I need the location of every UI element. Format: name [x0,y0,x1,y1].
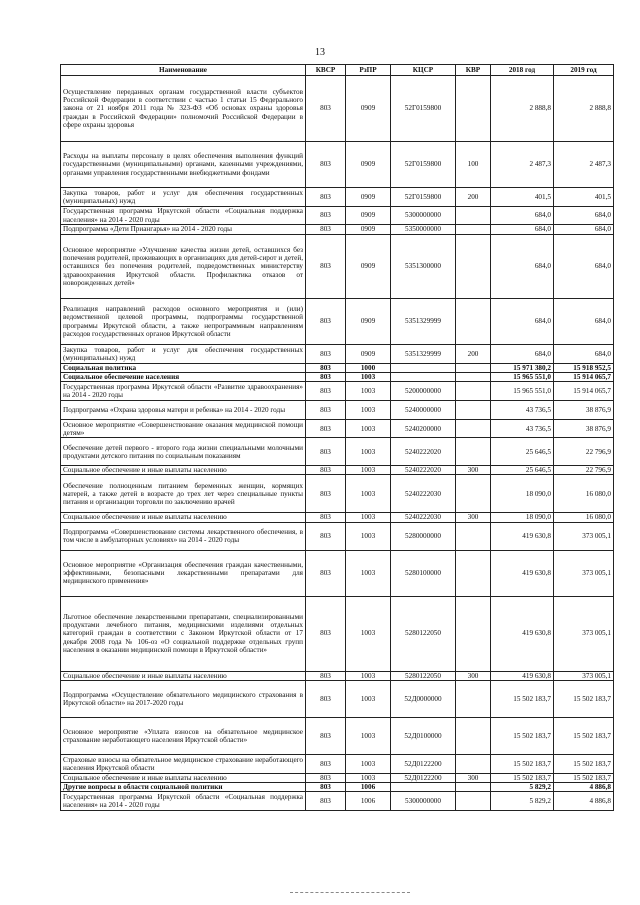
table-row [61,680,614,717]
cell-kcsr: 5300000000 [391,207,456,225]
cell-kvr: 100 [456,142,491,188]
cell-2019: 684,0 [554,207,614,225]
cell-rzpr: 0909 [346,299,391,345]
cell-kvr [456,475,491,513]
cell-name: Закупка товаров, работ и услуг для обеспечения государственных (муниципальных) нужд [61,188,306,207]
table-row [61,773,614,782]
table-row [61,596,614,671]
cell-kvsr: 803 [306,754,346,773]
table-row [61,475,614,513]
cell-kcsr: 5240000000 [391,401,456,420]
cell-2019: 373 005,1 [554,596,614,671]
cell-2019: 15 502 183,7 [554,773,614,782]
cell-kcsr: 5240200000 [391,420,456,438]
cell-2019: 15 502 183,7 [554,754,614,773]
cell-kcsr [391,782,456,791]
cell-2018: 419 630,8 [491,550,554,596]
cell-rzpr: 1003 [346,550,391,596]
cell-kcsr: 52Д0122200 [391,754,456,773]
cell-2019: 684,0 [554,345,614,364]
header-name: Наименование [61,65,306,76]
cell-kcsr: 5240222030 [391,475,456,513]
cell-kvsr: 803 [306,791,346,810]
cell-name: Основное мероприятие «Улучшение качества жизни детей, оставшихся без попечения родителей, проживающих в организациях для детей-сирот и детей, оставшихся без попечения родителей, подведомственных министерству здравоохранения Иркутской области. Профилактика отказов от новорожденных детей» [61,235,306,299]
cell-kvr [456,225,491,235]
cell-kvr: 300 [456,513,491,522]
cell-kvr [456,754,491,773]
cell-kvsr: 803 [306,373,346,382]
cell-kvsr: 803 [306,382,346,401]
cell-2018: 2 888,8 [491,76,554,142]
cell-kcsr: 5351300000 [391,235,456,299]
cell-rzpr: 0909 [346,207,391,225]
cell-kcsr: 5351329999 [391,299,456,345]
cell-rzpr: 1003 [346,717,391,754]
table-row [61,142,614,188]
cell-name: Государственная программа Иркутской области «Развитие здравоохранения» на 2014 - 2020 годы [61,382,306,401]
cell-rzpr: 1003 [346,382,391,401]
cell-name: Социальное обеспечение и иные выплаты населению [61,513,306,522]
cell-kcsr: 52Г0159800 [391,142,456,188]
table-body [61,76,614,811]
cell-rzpr: 1003 [346,466,391,475]
cell-rzpr: 0909 [346,188,391,207]
cell-name: Социальное обеспечение и иные выплаты населению [61,671,306,680]
header-kvsr: КВСР [306,65,346,76]
table-row [61,791,614,810]
cell-rzpr: 0909 [346,345,391,364]
cell-kvsr: 803 [306,188,346,207]
table-row [61,382,614,401]
cell-kvsr: 803 [306,345,346,364]
cell-2018: 43 736,5 [491,401,554,420]
cell-2019: 15 918 952,5 [554,364,614,373]
cell-rzpr: 1003 [346,513,391,522]
cell-rzpr: 1003 [346,522,391,550]
cell-kvr [456,76,491,142]
cell-kcsr [391,373,456,382]
cell-rzpr: 1003 [346,596,391,671]
cell-kvsr: 803 [306,466,346,475]
cell-kvsr: 803 [306,717,346,754]
cell-rzpr: 1003 [346,773,391,782]
cell-2019: 22 796,9 [554,466,614,475]
cell-kcsr [391,364,456,373]
cell-name: Льготное обеспечение лекарственными препаратами, специализированными продуктами лечебного питания, медицинскими изделиями отдельных категорий граждан в соответствии с Законом Иркутской области от 17 декабря 2008 года № 106-оз «О социальной поддержке отдельных групп населения в оказании медицинской помощи в Иркутской области» [61,596,306,671]
cell-rzpr: 1003 [346,420,391,438]
cell-2018: 684,0 [491,235,554,299]
cell-2019: 2 888,8 [554,76,614,142]
cell-kvr: 300 [456,671,491,680]
cell-2018: 684,0 [491,207,554,225]
cell-kcsr: 52Г0159800 [391,188,456,207]
cell-kvsr: 803 [306,299,346,345]
cell-kcsr: 5240222020 [391,466,456,475]
cell-rzpr: 0909 [346,235,391,299]
table-row [61,420,614,438]
cell-kvr [456,382,491,401]
table-row [61,401,614,420]
cell-kcsr: 5280122050 [391,671,456,680]
cell-2018: 25 646,5 [491,466,554,475]
cell-2018: 15 971 380,2 [491,364,554,373]
cell-2018: 43 736,5 [491,420,554,438]
cell-kvsr: 803 [306,420,346,438]
table-row [61,225,614,235]
cell-kvsr: 803 [306,513,346,522]
cell-2019: 16 080,0 [554,475,614,513]
cell-2018: 15 965 551,0 [491,382,554,401]
cell-2019: 38 876,9 [554,401,614,420]
cell-rzpr: 0909 [346,142,391,188]
table-row [61,188,614,207]
cell-kvr: 200 [456,188,491,207]
cell-kvsr: 803 [306,142,346,188]
cell-rzpr: 1003 [346,438,391,466]
table-row [61,550,614,596]
cell-kvr [456,596,491,671]
cell-name: Основное мероприятие «Организация обеспечения граждан качественными, эффективными, безопасными лекарственными препаратами для медицинского применения» [61,550,306,596]
cell-2018: 419 630,8 [491,522,554,550]
cell-2019: 684,0 [554,299,614,345]
header-rzpr: РзПР [346,65,391,76]
table-row [61,373,614,382]
cell-2019: 2 487,3 [554,142,614,188]
cell-name: Другие вопросы в области социальной политики [61,782,306,791]
cell-2018: 419 630,8 [491,596,554,671]
cell-kvr [456,782,491,791]
cell-kvsr: 803 [306,550,346,596]
table-row [61,438,614,466]
cell-2019: 15 914 065,7 [554,373,614,382]
cell-rzpr: 1003 [346,401,391,420]
cell-name: Социальная политика [61,364,306,373]
cell-2019: 38 876,9 [554,420,614,438]
table-row [61,235,614,299]
header-2018: 2018 год [491,65,554,76]
cell-kcsr: 52Д0000000 [391,680,456,717]
cell-2018: 5 829,2 [491,791,554,810]
cell-2019: 401,5 [554,188,614,207]
cell-name: Подпрограмма «Совершенствование системы лекарственного обеспечения, в том числе в амбулаторных условиях» на 2014 - 2020 годы [61,522,306,550]
cell-name: Государственная программа Иркутской области «Социальная поддержка населения» на 2014 - 2020 годы [61,207,306,225]
cell-2018: 25 646,5 [491,438,554,466]
cell-kcsr: 52Д0100000 [391,717,456,754]
cell-2019: 373 005,1 [554,550,614,596]
cell-kvsr: 803 [306,207,346,225]
cell-rzpr: 1003 [346,754,391,773]
cell-2018: 2 487,3 [491,142,554,188]
cell-2018: 15 965 551,0 [491,373,554,382]
cell-kvsr: 803 [306,475,346,513]
cell-kcsr: 5200000000 [391,382,456,401]
cell-kvr [456,438,491,466]
table-header-row [61,65,614,76]
table-row [61,299,614,345]
cell-2019: 15 502 183,7 [554,717,614,754]
cell-name: Осуществление переданных органам государственной власти субъектов Российской Федерации в соответствии с частью 1 статьи 15 Федерального закона от 21 ноября 2011 года № 323-ФЗ «Об основах охраны здоровья граждан в Российской Федерации» полномочий Российской Федерации в сфере охраны здоровья [61,76,306,142]
cell-kvsr: 803 [306,671,346,680]
cell-2019: 373 005,1 [554,522,614,550]
cell-2018: 684,0 [491,345,554,364]
cell-2019: 373 005,1 [554,671,614,680]
cell-name: Социальное обеспечение населения [61,373,306,382]
cell-kvsr: 803 [306,225,346,235]
cell-kvr [456,299,491,345]
cell-2018: 15 502 183,7 [491,773,554,782]
table-row [61,466,614,475]
cell-kvr [456,522,491,550]
cell-rzpr: 1000 [346,364,391,373]
cell-kvr [456,364,491,373]
cell-kvr [456,550,491,596]
table-row [61,671,614,680]
cell-2018: 401,5 [491,188,554,207]
cell-kvr [456,680,491,717]
cell-name: Подпрограмма «Осуществление обязательного медицинского страхования в Иркутской области» на 2017-2020 годы [61,680,306,717]
cell-kvr: 300 [456,466,491,475]
cell-kvsr: 803 [306,596,346,671]
cell-kcsr: 52Д0122200 [391,773,456,782]
cell-kvr [456,207,491,225]
cell-kcsr: 5350000000 [391,225,456,235]
table-row [61,364,614,373]
table-row [61,207,614,225]
cell-name: Закупка товаров, работ и услуг для обеспечения государственных (муниципальных) нужд [61,345,306,364]
cell-2019: 22 796,9 [554,438,614,466]
cell-kcsr: 5240222030 [391,513,456,522]
table-row [61,717,614,754]
cell-name: Реализация направлений расходов основного мероприятия и (или) ведомственной целевой программы, подпрограммы государственной программы Иркутской области, а также непрограммным направлениям расходов государственных органов Иркутской области [61,299,306,345]
cell-2018: 684,0 [491,299,554,345]
cell-kvr [456,373,491,382]
cell-2019: 15 502 183,7 [554,680,614,717]
cell-2019: 15 914 065,7 [554,382,614,401]
cell-kcsr: 5300000000 [391,791,456,810]
header-kvr: КВР [456,65,491,76]
cell-rzpr: 1006 [346,782,391,791]
cell-name: Подпрограмма «Охрана здоровья матери и ребенка» на 2014 - 2020 годы [61,401,306,420]
cell-2018: 15 502 183,7 [491,717,554,754]
cell-kvsr: 803 [306,773,346,782]
table-row [61,513,614,522]
cell-kcsr: 5280000000 [391,522,456,550]
cell-2018: 18 090,0 [491,513,554,522]
cell-kvr [456,717,491,754]
cell-name: Страховые взносы на обязательное медицинское страхование неработающего населения Иркутской области [61,754,306,773]
cell-2018: 15 502 183,7 [491,754,554,773]
cell-rzpr: 0909 [346,225,391,235]
table-row [61,522,614,550]
cell-name: Основное мероприятие «Совершенствование оказания медицинской помощи детям» [61,420,306,438]
cell-2019: 684,0 [554,235,614,299]
table-row [61,76,614,142]
cell-kcsr: 52Г0159800 [391,76,456,142]
header-2019: 2019 год [554,65,614,76]
cell-kvr: 300 [456,773,491,782]
cell-kcsr: 5240222020 [391,438,456,466]
budget-table [60,64,614,811]
page-number: 13 [315,47,325,58]
cell-name: Расходы на выплаты персоналу в целях обеспечения выполнения функций государственными (муниципальными) органами, казенными учреждениями, органами управления государственными внебюджетными фондами [61,142,306,188]
cell-rzpr: 1003 [346,671,391,680]
cell-kvr: 200 [456,345,491,364]
cell-kvr [456,235,491,299]
cell-name: Основное мероприятие «Уплата взносов на обязательное медицинское страхование неработающего населения Иркутской области» [61,717,306,754]
cell-rzpr: 1003 [346,475,391,513]
cell-name: Обеспечение полноценным питанием беременных женщин, кормящих матерей, а также детей в возрасте до трех лет через специальные пункты питания и организации торговли по заключению врачей [61,475,306,513]
cell-name: Обеспечение детей первого - второго года жизни специальными молочными продуктами детского питания по социальным показаниям [61,438,306,466]
table-row [61,782,614,791]
cell-2018: 18 090,0 [491,475,554,513]
cell-kvsr: 803 [306,235,346,299]
cell-name: Подпрограмма «Дети Приангарья» на 2014 - 2020 годы [61,225,306,235]
cell-name: Социальное обеспечение и иные выплаты населению [61,773,306,782]
cell-2019: 4 886,8 [554,791,614,810]
table-row [61,754,614,773]
cell-kvsr: 803 [306,782,346,791]
cell-kvsr: 803 [306,680,346,717]
cell-2018: 684,0 [491,225,554,235]
cell-2019: 4 886,8 [554,782,614,791]
cell-rzpr: 1003 [346,373,391,382]
cell-2019: 16 080,0 [554,513,614,522]
table-row [61,345,614,364]
footer-divider [290,892,410,893]
header-kcsr: КЦСР [391,65,456,76]
cell-2018: 419 630,8 [491,671,554,680]
cell-kvsr: 803 [306,364,346,373]
cell-kvr [456,791,491,810]
cell-rzpr: 1003 [346,680,391,717]
cell-kvsr: 803 [306,401,346,420]
cell-kvsr: 803 [306,522,346,550]
cell-name: Социальное обеспечение и иные выплаты населению [61,466,306,475]
cell-kvsr: 803 [306,76,346,142]
cell-kcsr: 5351329999 [391,345,456,364]
cell-kvr [456,401,491,420]
cell-kvr [456,420,491,438]
cell-kcsr: 5280122050 [391,596,456,671]
cell-2018: 5 829,2 [491,782,554,791]
cell-rzpr: 1006 [346,791,391,810]
cell-2018: 15 502 183,7 [491,680,554,717]
cell-name: Государственная программа Иркутской области «Социальная поддержка населения» на 2014 - 2020 годы [61,791,306,810]
cell-kcsr: 5280100000 [391,550,456,596]
cell-kvsr: 803 [306,438,346,466]
cell-2019: 684,0 [554,225,614,235]
cell-rzpr: 0909 [346,76,391,142]
